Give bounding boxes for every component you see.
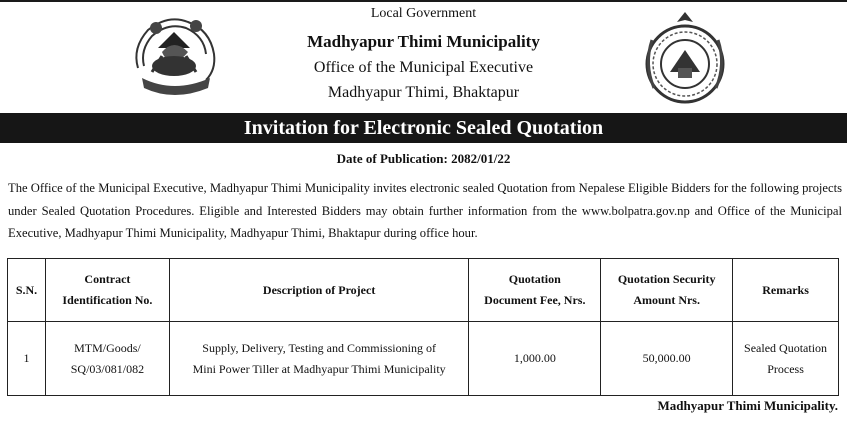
header-contract-line2: Identification No.	[62, 293, 153, 307]
cell-description-line2: Mini Power Tiller at Madhyapur Thimi Municipality	[192, 361, 446, 376]
office-address: Madhyapur Thimi, Bhaktapur	[327, 84, 520, 101]
table-header-row	[8, 259, 839, 322]
cell-description	[169, 322, 469, 396]
cell-contract-line1: MTM/Goods/	[74, 340, 141, 355]
header-sn-label: S.N.	[15, 282, 38, 297]
cell-security-amount: 50,000.00	[601, 322, 733, 396]
header-security-line2: Amount Nrs.	[633, 293, 700, 307]
office-name: Office of the Municipal Executive	[313, 59, 534, 76]
publication-date: Date of Publication: 2082/01/22	[336, 151, 511, 166]
header-fee-line2: Document Fee, Nrs.	[484, 293, 586, 307]
intro-paragraph: The Office of the Municipal Executive, Madhyapur Thimi Municipality invites electronic sealed Quotation from Nepalese Eligible Bidders for the following projects under Sealed Quotation Procedures. Eligible and Interested Bidders may obtain further information from the www.bolpatra.gov.np and Office of the Municipal Executive, Madhyapur Thimi Municipality, Madhyapur Thimi, Bhaktapur during office hour.	[8, 181, 842, 240]
header-contract-id	[45, 259, 169, 322]
municipality-name: Madhyapur Thimi Municipality	[307, 32, 540, 51]
cell-contract-line2: SQ/03/081/082	[70, 361, 145, 376]
cell-document-fee: 1,000.00	[469, 322, 601, 396]
cell-sn: 1	[8, 322, 46, 396]
header-remarks	[733, 259, 839, 322]
top-rule	[0, 0, 847, 2]
header-fee-line1: Quotation	[508, 272, 561, 286]
cell-contract-id	[45, 322, 169, 396]
cell-description-line1: Supply, Delivery, Testing and Commissioning of	[202, 340, 436, 355]
signoff: Madhyapur Thimi Municipality.	[657, 398, 838, 413]
header-sn	[8, 259, 46, 322]
header-contract-line1: Contract	[84, 272, 131, 286]
header-description	[169, 259, 469, 322]
quotation-table	[7, 258, 839, 396]
header-security-line1: Quotation Security	[617, 272, 716, 286]
header-remarks-label: Remarks	[762, 282, 809, 297]
government-label: Local Government	[370, 6, 477, 21]
header-description-label: Description of Project	[262, 282, 376, 297]
header-security-amount	[601, 259, 733, 322]
notice-title-banner: Invitation for Electronic Sealed Quotation	[0, 113, 847, 143]
municipality-seal-icon	[640, 10, 730, 110]
cell-remarks	[733, 322, 839, 396]
table-row	[8, 322, 839, 396]
cell-remarks-line2: Process	[767, 361, 804, 376]
cell-remarks-line1: Sealed Quotation	[744, 340, 828, 355]
header-document-fee	[469, 259, 601, 322]
